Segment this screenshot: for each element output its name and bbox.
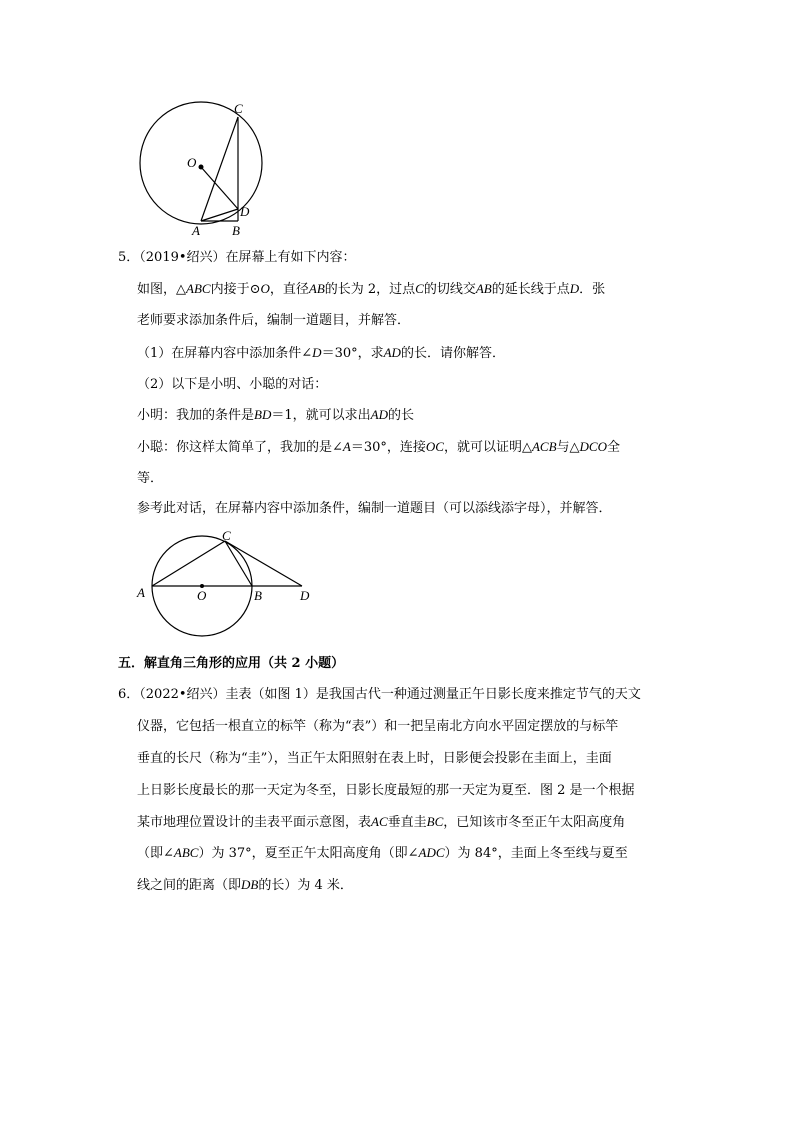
q5-para2: 老师要求添加条件后，编制一道题目，并解答． (137, 313, 411, 328)
segment-ac (152, 541, 225, 586)
t: ＝30°，求 (321, 346, 384, 361)
t: ABC (173, 845, 199, 860)
q6-line7 (137, 876, 353, 895)
t: 线之间的距离（即 (137, 878, 242, 893)
t: AD (370, 407, 388, 422)
t: ，已知该市冬至正午太阳高度角 (443, 815, 626, 830)
q6-line4: 上日影长度最长的那一天定为冬至，日影长度最短的那一天定为夏至．图 2 是一个根据 (137, 783, 635, 798)
section-heading: 五．解直角三角形的应用（共 2 小题） (118, 656, 345, 671)
t: 的长为 2，过点 (324, 282, 416, 297)
t: 的长 (387, 408, 414, 423)
t: D (312, 345, 322, 360)
q5-sub2: （2）以下是小明、小聪的对话： (137, 377, 328, 392)
t: 内接于⊙ (210, 282, 261, 297)
q5-sub1 (137, 344, 505, 363)
label-d: D (240, 204, 250, 219)
q5-number: 5． (118, 250, 140, 265)
t: 某市地理位置设计的圭表平面示意图，表 (137, 815, 372, 830)
t: ．张 (579, 282, 606, 297)
q5-xiaocong-cont: 等． (137, 471, 164, 486)
t: 的延长线于点 (491, 282, 570, 297)
segment-od (201, 167, 238, 209)
t: ＝1，就可以求出 (271, 408, 371, 423)
t: C (415, 281, 424, 296)
center-dot (199, 165, 204, 170)
q6-line2: 仪器，它包括一根直立的标竿（称为“表”）和一把呈南北方向水平固定摆放的与标竿 (137, 719, 619, 734)
q5-xiaocong (137, 438, 620, 457)
t: （2022•绍兴）圭表（如图 1）是我国古代一种通过测量正午日影长度来推定节气的天文 (139, 687, 641, 702)
t: AC (371, 814, 388, 829)
t: 小明：我加的条件是 (137, 408, 255, 423)
t: BC (426, 814, 444, 829)
t: ＝30°，连接 (350, 440, 426, 455)
segment-cb (225, 541, 252, 586)
label-o: O (197, 588, 207, 603)
q5-source: （2019•绍兴）在屏幕上有如下内容： (139, 250, 356, 265)
t: 小聪：你这样太简单了，我加的是∠ (137, 440, 343, 455)
t: （即∠ (137, 846, 174, 861)
label-a: A (137, 585, 145, 600)
segment-ac (201, 117, 238, 221)
label-a: A (192, 223, 200, 238)
figure-circle-tangent-2 (132, 525, 322, 640)
q5-para1 (137, 280, 605, 299)
t: D (569, 281, 580, 296)
t: AB (475, 281, 492, 296)
t: ，就可以证明△ (443, 440, 532, 455)
t: ABC (186, 281, 211, 296)
t: BD (254, 407, 272, 422)
q6-line1 (118, 686, 641, 704)
label-c: C (234, 101, 243, 116)
q6-line6 (137, 844, 628, 863)
q6-line5 (137, 813, 625, 832)
t: 如图，△ (137, 282, 186, 297)
t: ）为 84°，圭面上冬至线与夏至 (444, 846, 628, 861)
figure-circle-tangent (130, 98, 280, 240)
t: ACB (531, 439, 557, 454)
segment-cd (225, 541, 302, 586)
t: （1）在屏幕内容中添加条件∠ (137, 346, 313, 361)
t: A (342, 439, 351, 454)
t: 的切线交 (423, 282, 476, 297)
t: DCO (579, 439, 607, 454)
label-b: B (232, 223, 240, 238)
q5-ref: 参考此对话，在屏幕内容中添加条件，编制一道题目（可以添线添字母），并解答． (137, 501, 612, 516)
label-b: B (254, 588, 262, 603)
t: DB (241, 877, 259, 892)
q6-number: 6． (118, 687, 140, 702)
t: O (260, 281, 270, 296)
t: 全 (606, 440, 620, 455)
q5-xiaoming (137, 406, 414, 425)
t: OC (425, 439, 444, 454)
q5-header (118, 249, 356, 267)
label-o: O (187, 155, 197, 170)
t: ，直径 (269, 282, 309, 297)
t: 垂直圭 (387, 815, 427, 830)
t: ）为 37°，夏至正午太阳高度角（即∠ (198, 846, 419, 861)
q6-line3: 垂直的长尺（称为“圭”），当正午太阳照射在表上时，日影便会投影在圭面上，圭面 (137, 751, 612, 766)
t: 的长）为 4 米． (258, 878, 353, 893)
t: AB (308, 281, 325, 296)
t: 的长．请你解答． (400, 346, 505, 361)
t: AD (383, 345, 401, 360)
label-d: D (300, 588, 310, 603)
t: ADC (418, 845, 445, 860)
label-c: C (222, 528, 231, 543)
t: 与△ (556, 440, 580, 455)
